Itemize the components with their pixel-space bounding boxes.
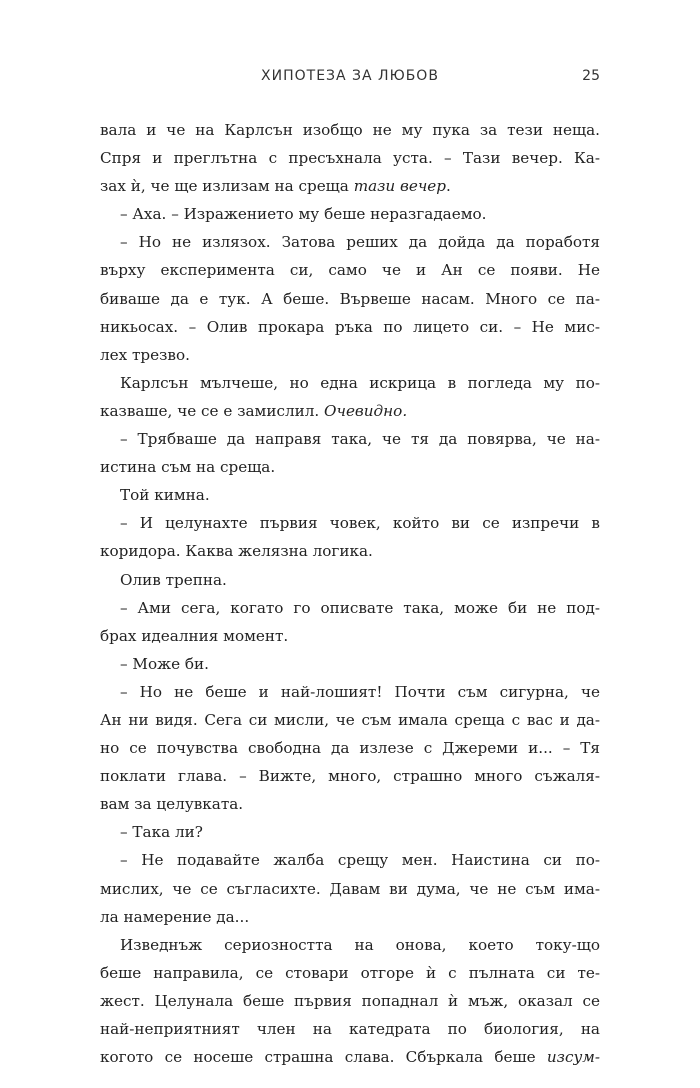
text-run: – Трябваше да направя така, че тя да повярва, че на- (120, 430, 600, 449)
text-run: . (446, 177, 451, 196)
text-line (100, 650, 600, 678)
text-run: – И целунахте първия човек, който ви се изпречи в (120, 514, 600, 533)
text-run: – Аха. – Изражението му беше неразгадаемо. (120, 205, 487, 224)
book-title: ХИПОТЕЗА ЗА ЛЮБОВ (261, 68, 439, 84)
text-run: когото се носеше страшна слава. Сбъркала беше (100, 1048, 547, 1067)
text-line (100, 818, 600, 846)
text-line (100, 987, 600, 1015)
text-run: биваше да е тук. А беше. Вървеше насам. Много се па- (100, 289, 600, 308)
text-run: жест. Целунала беше първия попаднал ѝ мъж, оказал се (100, 991, 600, 1010)
text-run: – Ами сега, когато го описвате така, може би не под- (120, 598, 600, 617)
text-line (100, 144, 600, 172)
text-run: истина съм на среща. (100, 458, 276, 477)
text-line (100, 453, 600, 481)
text-line (100, 341, 600, 369)
text-run: Изведнъж сериозността на онова, което току-що (120, 935, 600, 954)
text-run: вала и че на Карлсън изобщо не му пука за тези неща. (100, 121, 600, 139)
page-number: 25 (582, 68, 600, 84)
text-run: – Не подавайте жалба срещу мен. Наистина си по- (120, 851, 600, 870)
text-run: никьосах. – Олив прокара ръка по лицето си. – Не мис- (100, 317, 600, 336)
text-line (100, 481, 600, 509)
text-line (100, 846, 600, 874)
text-run: ла намерение да... (100, 907, 250, 926)
text-line (100, 172, 600, 200)
text-line (100, 397, 600, 425)
text-line (100, 509, 600, 537)
text-run: коридора. Каква желязна логика. (100, 542, 373, 561)
text-line (100, 931, 600, 959)
text-line (100, 790, 600, 818)
text-line (100, 734, 600, 762)
text-run: казваше, че се е замислил. (100, 401, 325, 420)
text-run: зах ѝ, че ще излизам на среща (100, 177, 354, 196)
text-line (100, 762, 600, 790)
text-run: – Но не излязох. Затова реших да дойда да поработя (120, 233, 600, 252)
text-run: Олив трепна. (120, 570, 227, 589)
text-line (100, 116, 600, 144)
italic-run: Очевидно. (324, 401, 408, 420)
text-run: лех трезво. (100, 345, 190, 364)
text-line (100, 425, 600, 453)
text-run: брах идеалния момент. (100, 626, 289, 645)
text-run: но се почувства свободна да излезе с Джереми и... – Тя (100, 739, 600, 758)
text-line (100, 285, 600, 313)
text-run: мислих, че се съгласихте. Давам ви дума, че не съм има- (100, 879, 600, 898)
text-run: Ан ни видя. Сега си мисли, че съм имала среща с вас и да- (100, 710, 600, 729)
text-line (100, 706, 600, 734)
text-line (100, 313, 600, 341)
text-run: поклати глава. – Вижте, много, страшно много съжаля- (100, 767, 600, 786)
text-line (100, 537, 600, 565)
text-line (100, 566, 600, 594)
text-line (100, 678, 600, 706)
running-header (100, 68, 600, 92)
text-line (100, 959, 600, 987)
text-run: – Така ли? (120, 823, 203, 842)
text-line (100, 594, 600, 622)
text-run: Той кимна. (120, 486, 210, 505)
text-run: Карлсън мълчеше, но една искрица в погледа му по- (120, 373, 600, 392)
text-line (100, 369, 600, 397)
text-line (100, 228, 600, 256)
text-run: върху експеримента си, само че и Ан се появи. Не (100, 261, 600, 280)
italic-run: тази вечер (353, 177, 447, 196)
text-run: беше направила, се стовари отгоре ѝ с пълната си те- (100, 963, 600, 982)
text-run: – Но не беше и най-лошият! Почти съм сигурна, че (120, 682, 600, 701)
italic-run: изсум- (546, 1048, 600, 1067)
text-line (100, 622, 600, 650)
text-line (100, 875, 600, 903)
body-text (100, 116, 600, 1071)
text-run: най-неприятният член на катедрата по биология, на (100, 1020, 600, 1038)
text-line (100, 903, 600, 931)
text-line (100, 1015, 600, 1043)
text-line (100, 256, 600, 284)
text-run: – Може би. (120, 654, 209, 673)
text-run: Спря и преглътна с пресъхнала уста. – Тази вечер. Ка- (100, 149, 600, 168)
text-run: вам за целувката. (100, 795, 244, 814)
text-line (100, 1043, 600, 1071)
text-line (100, 200, 600, 228)
